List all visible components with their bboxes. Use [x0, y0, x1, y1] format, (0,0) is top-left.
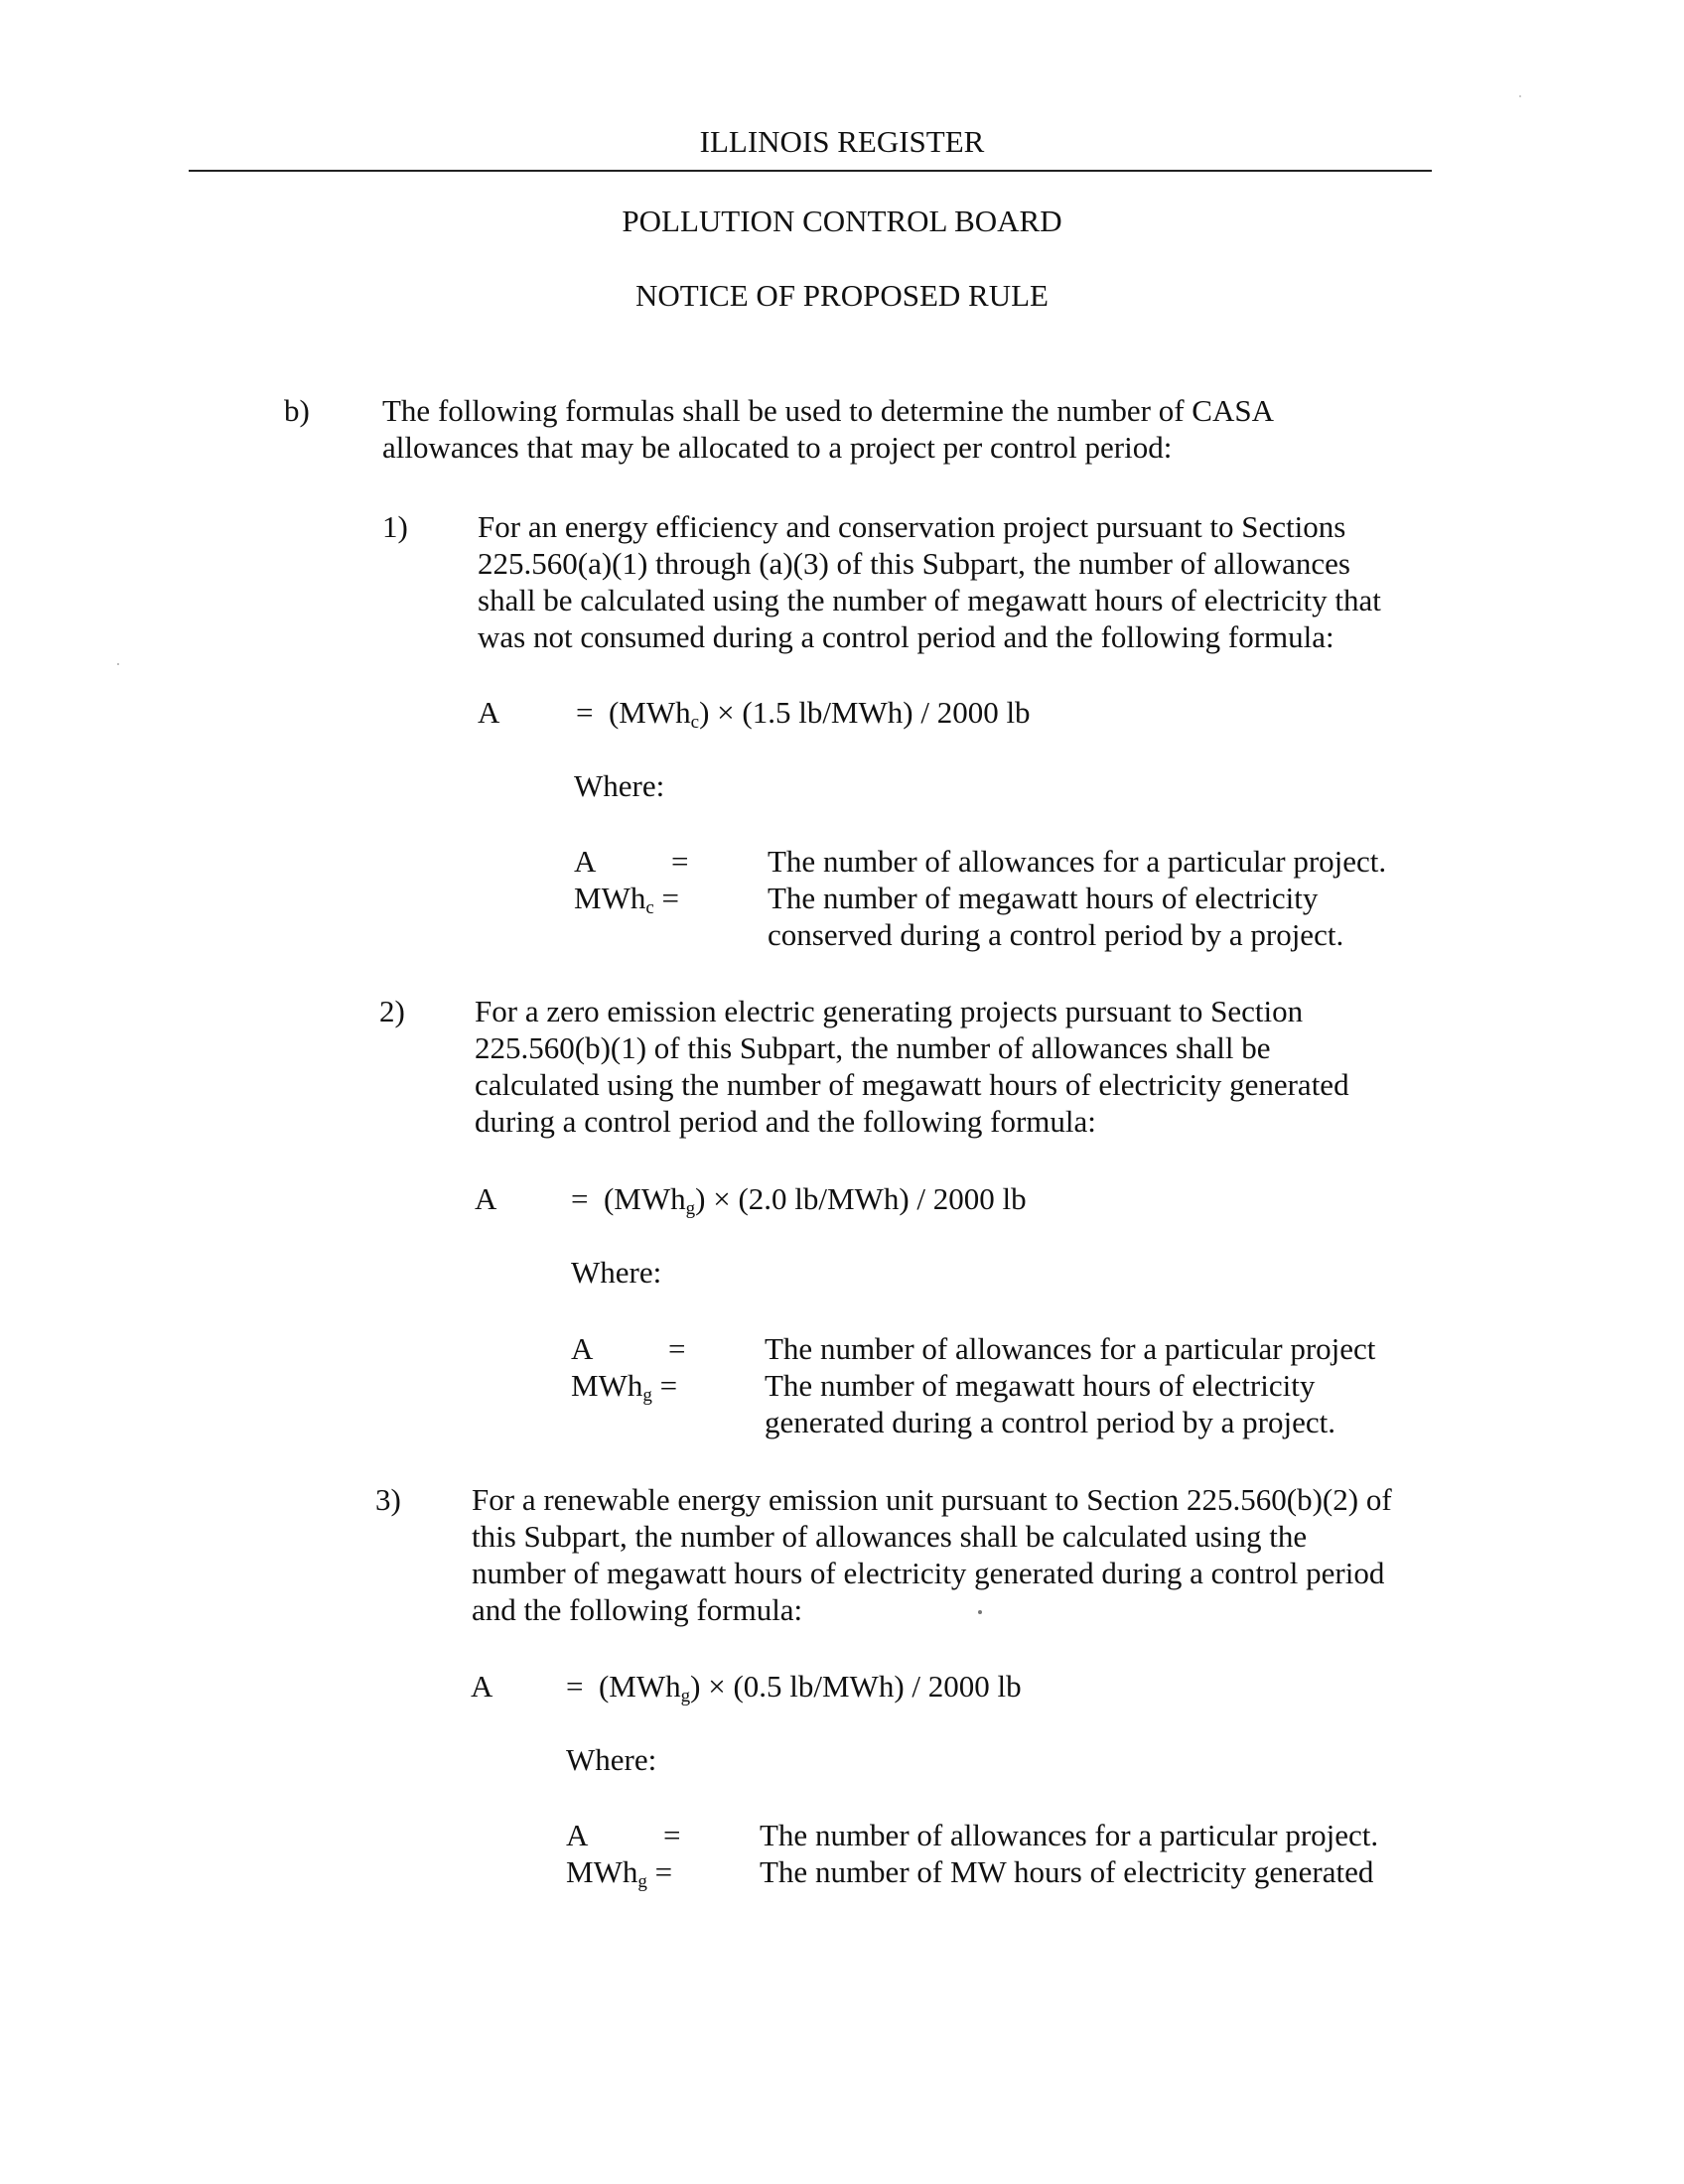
formula-1-expression: = (MWh$_c$) × (1.5 lb/MWh) / 2000 lb	[576, 695, 1031, 733]
item-2-line: during a control period and the following formula:	[475, 1104, 1096, 1139]
def-1-a-text: The number of allowances for a particular project.	[768, 844, 1387, 879]
def-1-a-equals: =	[671, 844, 689, 879]
formula-1-lhs: A	[478, 695, 500, 730]
where-3: Where:	[566, 1742, 657, 1777]
item-1-label: 1)	[382, 509, 408, 544]
scan-speck	[1519, 95, 1521, 97]
def-2-a-text: The number of allowances for a particular project	[765, 1331, 1376, 1366]
formula-2-expression: = (MWh$_g$) × (2.0 lb/MWh) / 2000 lb	[571, 1181, 1027, 1219]
def-1-mwh-line: The number of megawatt hours of electricity	[768, 881, 1319, 915]
formula-3-expression: = (MWh$_g$) × (0.5 lb/MWh) / 2000 lb	[566, 1669, 1022, 1706]
formula-2-lhs: A	[475, 1181, 497, 1216]
def-3-a-text: The number of allowances for a particular project.	[760, 1818, 1379, 1852]
scan-speck	[978, 1610, 982, 1614]
section-b-label: b)	[284, 393, 310, 428]
def-3-mwh-line: The number of MW hours of electricity generated	[760, 1854, 1374, 1889]
def-3-mwh-text	[760, 1853, 1373, 1890]
item-3-text	[472, 1481, 1392, 1628]
item-1-text	[478, 508, 1381, 655]
def-3-a-equals: =	[663, 1818, 681, 1852]
formula-3-lhs: A	[471, 1669, 493, 1704]
section-b-line: The following formulas shall be used to determine the number of CASA	[382, 393, 1274, 428]
def-2-mwh-line: generated during a control period by a project.	[765, 1405, 1335, 1439]
def-3-a-symbol: A	[566, 1818, 589, 1852]
item-1-line: 225.560(a)(1) through (a)(3) of this Subpart, the number of allowances	[478, 546, 1350, 581]
item-1-line: For an energy efficiency and conservation project pursuant to Sections	[478, 509, 1346, 544]
item-2-label: 2)	[379, 994, 405, 1028]
def-2-a-symbol: A	[571, 1331, 594, 1366]
register-title: ILLINOIS REGISTER	[699, 124, 985, 159]
item-3-label: 3)	[375, 1482, 401, 1517]
item-2-line: calculated using the number of megawatt hours of electricity generated	[475, 1067, 1349, 1102]
item-3-line: this Subpart, the number of allowances shall be calculated using the	[472, 1519, 1308, 1554]
section-b-line: allowances that may be allocated to a project per control period:	[382, 430, 1173, 465]
notice-title: NOTICE OF PROPOSED RULE	[635, 278, 1049, 313]
agency-title: POLLUTION CONTROL BOARD	[622, 204, 1062, 238]
def-2-mwh-text	[765, 1367, 1335, 1440]
where-1: Where:	[574, 768, 665, 803]
item-2-line: For a zero emission electric generating projects pursuant to Section	[475, 994, 1304, 1028]
item-3-line: For a renewable energy emission unit pursuant to Section 225.560(b)(2) of	[472, 1482, 1392, 1517]
item-2-text	[475, 993, 1349, 1140]
item-3-line: and the following formula:	[472, 1592, 803, 1627]
def-1-a-symbol: A	[574, 844, 597, 879]
item-1-line: shall be calculated using the number of megawatt hours of electricity that	[478, 583, 1381, 617]
def-2-a-equals: =	[668, 1331, 686, 1366]
header-rule	[189, 170, 1432, 172]
where-2: Where:	[571, 1255, 662, 1290]
section-b-text	[382, 392, 1274, 466]
def-1-mwh-text	[768, 880, 1343, 953]
def-1-mwh-line: conserved during a control period by a project.	[768, 917, 1344, 952]
def-2-mwh-line: The number of megawatt hours of electricity	[765, 1368, 1316, 1403]
def-1-mwh-symbol: MWh$_c$ =	[574, 881, 679, 918]
def-2-mwh-symbol: MWh$_g$ =	[571, 1368, 678, 1406]
scan-speck	[117, 663, 119, 665]
item-3-line: number of megawatt hours of electricity generated during a control period	[472, 1556, 1385, 1590]
item-1-line: was not consumed during a control period and the following formula:	[478, 619, 1334, 654]
item-2-line: 225.560(b)(1) of this Subpart, the number of allowances shall be	[475, 1030, 1271, 1065]
def-3-mwh-symbol: MWh$_g$ =	[566, 1854, 673, 1892]
